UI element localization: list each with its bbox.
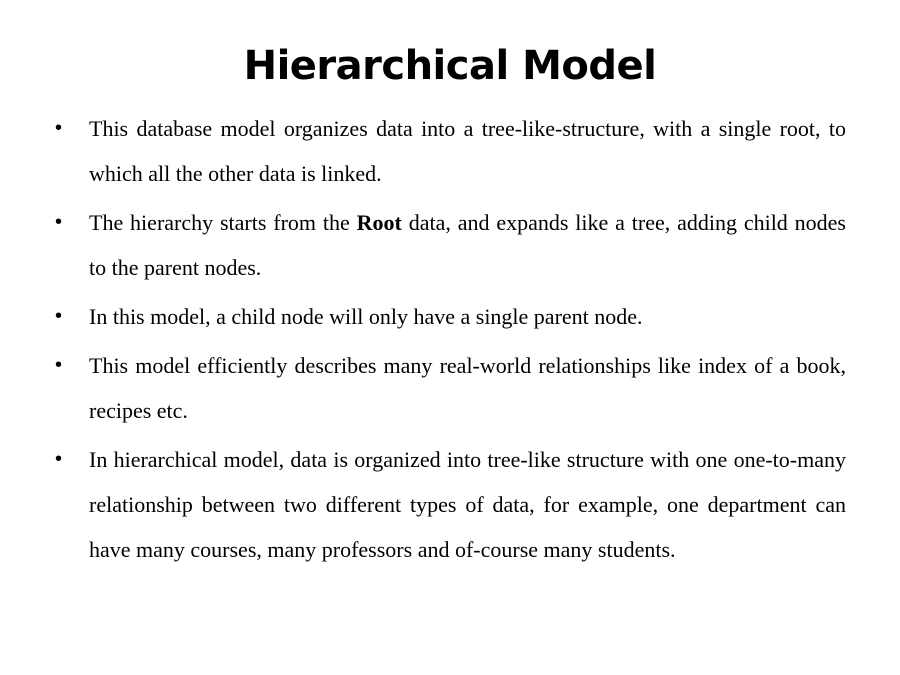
bullet-item bbox=[55, 294, 846, 339]
bullet-bold-term: Root bbox=[356, 210, 402, 235]
bullet-text-after: data, and expands like a tree, adding child nodes to the parent nodes. bbox=[89, 210, 846, 280]
bullet-icon: • bbox=[55, 354, 63, 376]
bullet-list bbox=[55, 106, 846, 576]
bullet-text: In hierarchical model, data is organized into tree-like structure with one one-to-many relationship between two different types of data, for example, one department can have many courses, many professors and of-course many students. bbox=[89, 447, 846, 562]
bullet-text: This database model organizes data into a tree-like-structure, with a single root, to which all the other data is linked. bbox=[89, 116, 846, 186]
bullet-item bbox=[55, 200, 846, 290]
bullet-text: In this model, a child node will only have a single parent node. bbox=[89, 304, 643, 329]
bullet-icon: • bbox=[55, 448, 63, 470]
slide-title: Hierarchical Model bbox=[243, 43, 657, 89]
bullet-icon: • bbox=[55, 117, 63, 139]
bullet-icon: • bbox=[55, 305, 63, 327]
bullet-text: This model efficiently describes many real-world relationships like index of a book, recipes etc. bbox=[89, 353, 846, 423]
bullet-item bbox=[55, 106, 846, 196]
bullet-item bbox=[55, 437, 846, 572]
bullet-item bbox=[55, 343, 846, 433]
bullet-text-before: The hierarchy starts from the bbox=[89, 210, 357, 235]
bullet-icon: • bbox=[55, 211, 63, 233]
